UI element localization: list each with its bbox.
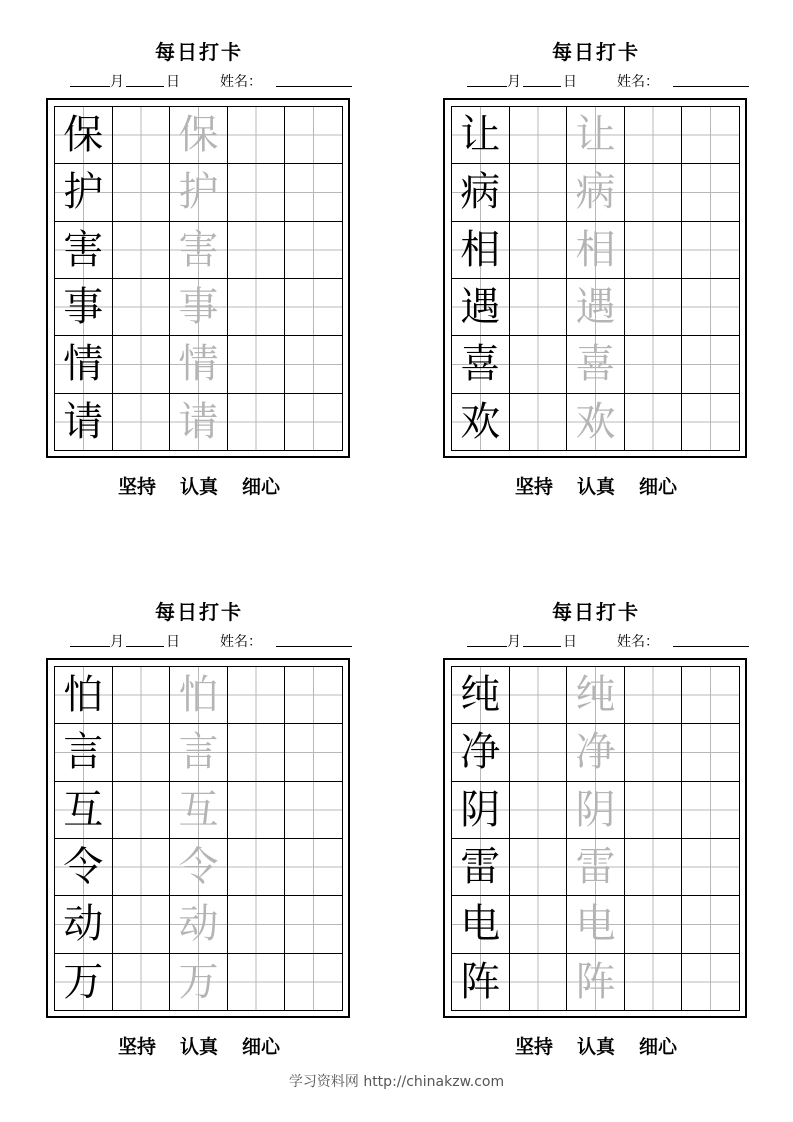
writing-cell[interactable]: [228, 667, 286, 724]
trace-character: 病: [575, 169, 616, 216]
writing-cell: [452, 896, 510, 953]
name-label: 姓名：: [220, 634, 262, 650]
writing-cell: [55, 782, 113, 839]
model-character: 遇: [460, 284, 501, 331]
writing-cell: [567, 839, 625, 896]
day-blank[interactable]: [523, 86, 561, 87]
card-title: 每日打卡: [155, 40, 243, 64]
writing-cell[interactable]: [228, 107, 286, 164]
writing-cell: [452, 336, 510, 393]
writing-cell[interactable]: [625, 782, 683, 839]
writing-cell[interactable]: [228, 222, 286, 279]
trace-character: 互: [178, 786, 219, 833]
writing-cell[interactable]: [285, 839, 343, 896]
trace-character: 动: [178, 901, 219, 948]
writing-cell: [452, 394, 510, 451]
writing-cell[interactable]: [228, 782, 286, 839]
writing-cell[interactable]: [625, 394, 683, 451]
trace-character: 纯: [575, 672, 616, 719]
writing-cell[interactable]: [285, 667, 343, 724]
model-character: 净: [460, 729, 501, 776]
motto: [46, 1032, 352, 1059]
writing-cell[interactable]: [682, 724, 740, 781]
writing-cell[interactable]: [682, 954, 740, 1011]
model-character: 万: [63, 958, 104, 1005]
writing-cell[interactable]: [510, 667, 568, 724]
model-character: 情: [63, 341, 104, 388]
writing-cell[interactable]: [625, 839, 683, 896]
writing-cell[interactable]: [625, 896, 683, 953]
writing-cell[interactable]: [510, 839, 568, 896]
trace-character: 保: [178, 112, 219, 159]
grid-frame: [443, 658, 747, 1018]
writing-cell: [567, 782, 625, 839]
month-label: 月: [110, 634, 124, 650]
name-blank[interactable]: [673, 646, 749, 647]
writing-cell[interactable]: [625, 954, 683, 1011]
writing-cell[interactable]: [510, 164, 568, 221]
writing-cell[interactable]: [682, 336, 740, 393]
writing-cell[interactable]: [510, 107, 568, 164]
writing-cell: [567, 222, 625, 279]
writing-cell[interactable]: [682, 222, 740, 279]
writing-cell[interactable]: [510, 336, 568, 393]
writing-cell[interactable]: [113, 336, 171, 393]
model-character: 害: [63, 226, 104, 273]
writing-cell[interactable]: [682, 279, 740, 336]
day-blank[interactable]: [126, 86, 164, 87]
writing-cell: [567, 279, 625, 336]
writing-cell[interactable]: [113, 724, 171, 781]
model-character: 保: [63, 112, 104, 159]
writing-cell: [170, 782, 228, 839]
writing-cell[interactable]: [682, 107, 740, 164]
motto: [46, 472, 352, 499]
motto: [443, 472, 749, 499]
writing-cell: [55, 279, 113, 336]
writing-cell: [452, 164, 510, 221]
writing-cell[interactable]: [285, 279, 343, 336]
writing-cell[interactable]: [625, 279, 683, 336]
model-character: 阴: [460, 786, 501, 833]
writing-cell[interactable]: [228, 954, 286, 1011]
model-character: 言: [63, 729, 104, 776]
writing-cell: [55, 839, 113, 896]
model-character: 电: [460, 901, 501, 948]
model-character: 事: [63, 284, 104, 331]
writing-cell: [170, 839, 228, 896]
writing-cell[interactable]: [625, 107, 683, 164]
day-label: 日: [166, 74, 180, 90]
writing-cell: [170, 336, 228, 393]
month-label: 月: [110, 74, 124, 90]
writing-cell: [55, 222, 113, 279]
writing-cell: [452, 839, 510, 896]
model-character: 纯: [460, 672, 501, 719]
writing-cell: [567, 336, 625, 393]
model-character: 动: [63, 901, 104, 948]
model-character: 让: [460, 112, 501, 159]
name-blank[interactable]: [276, 646, 352, 647]
writing-cell[interactable]: [682, 839, 740, 896]
writing-cell[interactable]: [113, 896, 171, 953]
trace-character: 害: [178, 226, 219, 273]
name-blank[interactable]: [276, 86, 352, 87]
model-character: 怕: [63, 672, 104, 719]
model-character: 互: [63, 786, 104, 833]
motto-word: 坚持: [514, 476, 553, 498]
trace-character: 雷: [575, 844, 616, 891]
model-character: 令: [63, 844, 104, 891]
trace-character: 护: [178, 169, 219, 216]
writing-cell[interactable]: [285, 782, 343, 839]
writing-cell[interactable]: [682, 896, 740, 953]
grid-frame: [46, 98, 350, 458]
date-name-line: [46, 631, 352, 649]
writing-cell[interactable]: [228, 279, 286, 336]
writing-cell: [55, 336, 113, 393]
writing-cell: [452, 667, 510, 724]
site-watermark: 学习资料网 http://chinakzw.com: [288, 1074, 505, 1090]
writing-cell[interactable]: [682, 164, 740, 221]
trace-character: 净: [575, 729, 616, 776]
tian-zi-grid: [54, 666, 343, 1011]
writing-cell: [567, 394, 625, 451]
writing-cell[interactable]: [285, 222, 343, 279]
writing-cell: [170, 667, 228, 724]
trace-character: 欢: [575, 398, 616, 445]
writing-cell: [55, 394, 113, 451]
writing-cell[interactable]: [625, 222, 683, 279]
writing-cell: [170, 394, 228, 451]
month-label: 月: [507, 634, 521, 650]
day-label: 日: [563, 74, 577, 90]
trace-character: 请: [178, 398, 219, 445]
writing-cell: [170, 724, 228, 781]
writing-cell: [567, 667, 625, 724]
trace-character: 让: [575, 112, 616, 159]
writing-cell[interactable]: [285, 896, 343, 953]
model-character: 阵: [460, 958, 501, 1005]
writing-cell: [55, 667, 113, 724]
model-character: 雷: [460, 844, 501, 891]
writing-cell[interactable]: [510, 896, 568, 953]
writing-cell[interactable]: [625, 336, 683, 393]
card-title: 每日打卡: [552, 600, 640, 624]
model-character: 护: [63, 169, 104, 216]
card-title: 每日打卡: [552, 40, 640, 64]
writing-cell[interactable]: [682, 394, 740, 451]
writing-cell[interactable]: [285, 164, 343, 221]
tian-zi-grid: [451, 666, 740, 1011]
writing-cell[interactable]: [113, 107, 171, 164]
writing-cell[interactable]: [510, 954, 568, 1011]
writing-cell: [170, 896, 228, 953]
writing-cell[interactable]: [682, 782, 740, 839]
card-title: 每日打卡: [155, 600, 243, 624]
writing-cell[interactable]: [113, 839, 171, 896]
writing-cell: [55, 164, 113, 221]
writing-cell[interactable]: [113, 222, 171, 279]
motto-word: 坚持: [514, 1036, 553, 1058]
motto-word: 认真: [576, 476, 615, 498]
motto: [443, 1032, 749, 1059]
writing-cell[interactable]: [682, 667, 740, 724]
trace-character: 喜: [575, 341, 616, 388]
motto-word: 细心: [242, 476, 281, 498]
writing-cell[interactable]: [510, 394, 568, 451]
trace-character: 遇: [575, 284, 616, 331]
name-label: 姓名：: [617, 634, 659, 650]
writing-cell[interactable]: [113, 394, 171, 451]
writing-cell[interactable]: [285, 336, 343, 393]
writing-cell: [170, 222, 228, 279]
writing-cell[interactable]: [625, 667, 683, 724]
trace-character: 万: [178, 958, 219, 1005]
trace-character: 电: [575, 901, 616, 948]
writing-cell: [170, 279, 228, 336]
trace-character: 情: [178, 341, 219, 388]
writing-cell[interactable]: [228, 336, 286, 393]
model-character: 病: [460, 169, 501, 216]
trace-character: 言: [178, 729, 219, 776]
date-name-line: [443, 71, 749, 89]
writing-cell: [567, 896, 625, 953]
writing-cell: [452, 107, 510, 164]
motto-word: 认真: [179, 1036, 218, 1058]
date-name-line: [46, 71, 352, 89]
writing-cell: [55, 896, 113, 953]
writing-cell[interactable]: [625, 724, 683, 781]
writing-cell[interactable]: [625, 164, 683, 221]
writing-cell: [452, 222, 510, 279]
writing-cell[interactable]: [113, 164, 171, 221]
trace-character: 令: [178, 844, 219, 891]
writing-cell[interactable]: [113, 667, 171, 724]
trace-character: 怕: [178, 672, 219, 719]
date-name-line: [443, 631, 749, 649]
month-blank[interactable]: [70, 646, 110, 647]
writing-cell: [55, 724, 113, 781]
motto-word: 坚持: [117, 476, 156, 498]
model-character: 请: [63, 398, 104, 445]
writing-cell[interactable]: [228, 839, 286, 896]
writing-cell[interactable]: [228, 394, 286, 451]
grid-frame: [46, 658, 350, 1018]
writing-cell[interactable]: [285, 724, 343, 781]
writing-cell[interactable]: [113, 954, 171, 1011]
trace-character: 阴: [575, 786, 616, 833]
month-blank[interactable]: [467, 646, 507, 647]
model-character: 喜: [460, 341, 501, 388]
writing-cell: [452, 954, 510, 1011]
month-blank[interactable]: [70, 86, 110, 87]
motto-word: 细心: [242, 1036, 281, 1058]
writing-cell[interactable]: [510, 782, 568, 839]
trace-character: 阵: [575, 958, 616, 1005]
motto-word: 认真: [576, 1036, 615, 1058]
writing-cell[interactable]: [285, 954, 343, 1011]
writing-cell[interactable]: [113, 782, 171, 839]
model-character: 欢: [460, 398, 501, 445]
writing-cell: [170, 954, 228, 1011]
writing-cell[interactable]: [285, 107, 343, 164]
trace-character: 事: [178, 284, 219, 331]
name-blank[interactable]: [673, 86, 749, 87]
writing-cell[interactable]: [228, 724, 286, 781]
writing-cell[interactable]: [510, 724, 568, 781]
writing-cell: [567, 107, 625, 164]
writing-cell: [452, 724, 510, 781]
motto-word: 细心: [639, 1036, 678, 1058]
writing-cell[interactable]: [228, 164, 286, 221]
writing-cell: [452, 782, 510, 839]
motto-word: 坚持: [117, 1036, 156, 1058]
tian-zi-grid: [451, 106, 740, 451]
writing-cell[interactable]: [510, 222, 568, 279]
writing-cell: [567, 724, 625, 781]
grid-frame: [443, 98, 747, 458]
model-character: 相: [460, 226, 501, 273]
trace-character: 相: [575, 226, 616, 273]
writing-cell: [55, 107, 113, 164]
tian-zi-grid: [54, 106, 343, 451]
writing-cell: [170, 107, 228, 164]
month-blank[interactable]: [467, 86, 507, 87]
month-label: 月: [507, 74, 521, 90]
day-blank[interactable]: [126, 646, 164, 647]
writing-cell: [170, 164, 228, 221]
day-blank[interactable]: [523, 646, 561, 647]
writing-cell[interactable]: [285, 394, 343, 451]
writing-cell: [567, 164, 625, 221]
motto-word: 认真: [179, 476, 218, 498]
day-label: 日: [563, 634, 577, 650]
name-label: 姓名：: [220, 74, 262, 90]
writing-cell: [567, 954, 625, 1011]
writing-cell[interactable]: [510, 279, 568, 336]
writing-cell[interactable]: [113, 279, 171, 336]
motto-word: 细心: [639, 476, 678, 498]
writing-cell[interactable]: [228, 896, 286, 953]
day-label: 日: [166, 634, 180, 650]
name-label: 姓名：: [617, 74, 659, 90]
writing-cell: [452, 279, 510, 336]
writing-cell: [55, 954, 113, 1011]
